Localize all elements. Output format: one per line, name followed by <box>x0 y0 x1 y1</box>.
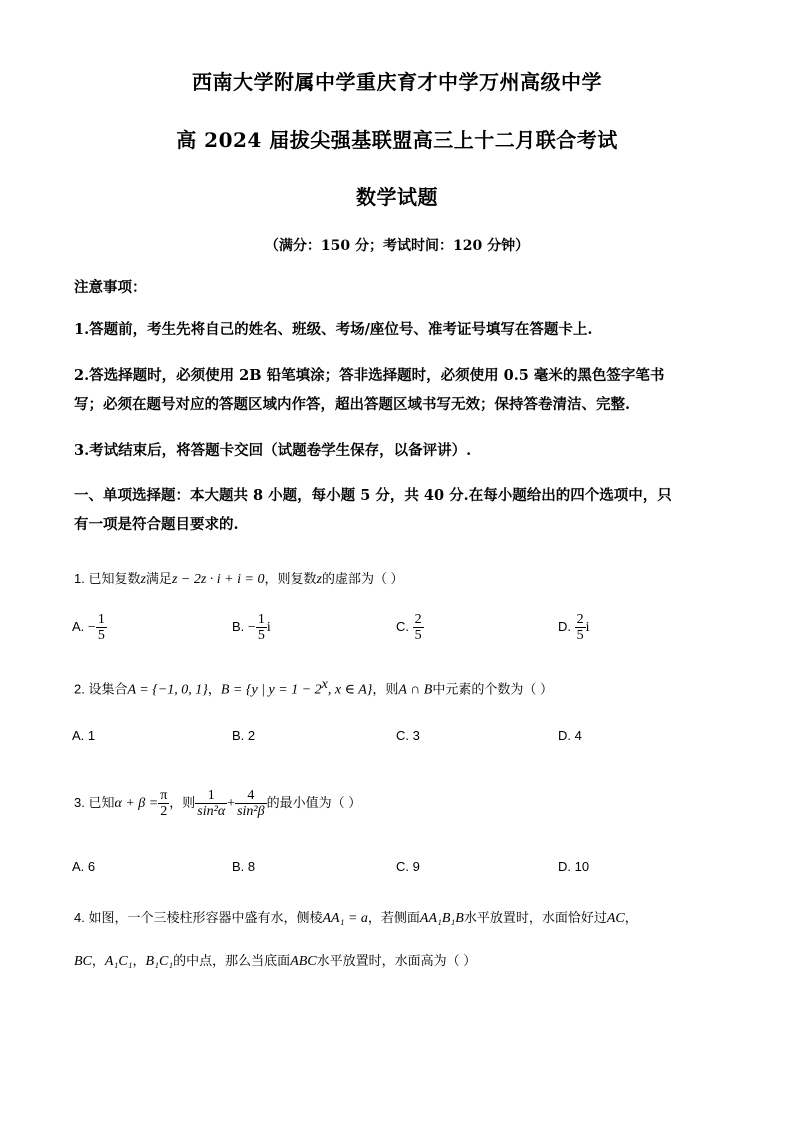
q3-option-d-value: 10 <box>574 859 590 874</box>
q1-suffix: 的虚部为（ ） <box>321 571 404 586</box>
q2-option-c-value: 3 <box>412 728 420 743</box>
q2-comma: ， <box>207 681 221 697</box>
q3-pi-fraction <box>158 788 169 819</box>
q2-option-b[interactable] <box>232 728 255 743</box>
q2-set-b-tail: , x ∈ A} <box>327 682 373 698</box>
q2-set-a: A = {−1, 0, 1} <box>127 682 208 698</box>
q1-option-a-fraction <box>96 612 107 643</box>
section-heading-line-2: 有一项是符合题目要求的. <box>74 516 239 533</box>
q1-equation: z − 2z · i + i = 0 <box>171 572 265 587</box>
q1-option-c[interactable] <box>396 612 424 643</box>
q3-suffix: 的最小值为（ ） <box>266 794 362 810</box>
q3-option-c-value: 9 <box>412 859 420 874</box>
q1-option-d-num: 2 <box>576 612 584 627</box>
q3-f1-den: sin²α <box>197 804 226 819</box>
notice-heading: 注意事项： <box>74 279 147 296</box>
subject-title: 数学试题 <box>356 185 438 209</box>
q1-option-b-den: 5 <box>257 628 265 643</box>
q3-f2-den: sin²β <box>237 804 265 819</box>
q1-option-a-den: 5 <box>97 628 105 643</box>
q2-intersection: A ∩ B <box>398 682 433 698</box>
q1-mid1: 满足 <box>145 571 172 586</box>
q3-fraction-2 <box>235 788 267 819</box>
q3-mid: ，则 <box>169 794 196 810</box>
q4-line1-a: 4. 如图，一个三棱柱形容器中盛有水，侧棱 <box>74 910 323 925</box>
q1-option-d-fraction <box>575 612 586 643</box>
q1-option-a-sign: − <box>87 619 96 635</box>
q1-option-a-num: 1 <box>97 612 105 627</box>
q2-option-d-label: D. <box>558 728 571 743</box>
q1-option-d-label: D. <box>558 618 571 634</box>
q3-prefix: 3. 已知 <box>74 794 115 810</box>
exam-name-title: 高 2024 届拔尖强基联盟高三上十二月联合考试 <box>176 128 618 152</box>
q2-suffix: 中元素的个数为（ ） <box>432 681 553 697</box>
q1-option-b-fraction <box>256 612 267 643</box>
q4-abc: ABC <box>290 954 317 969</box>
q1-option-d-den: 5 <box>576 628 584 643</box>
q2-prefix: 2. 设集合 <box>74 681 128 697</box>
q3-plus: + <box>227 795 236 811</box>
school-names-title: 西南大学附属中学重庆育才中学万州高级中学 <box>192 70 602 94</box>
q4-bc: BC <box>74 954 92 969</box>
q3-option-c[interactable] <box>396 859 420 874</box>
q2-option-b-value: 2 <box>247 728 256 743</box>
q2-option-a-label: A. <box>72 728 85 743</box>
q3-option-a-value: 6 <box>87 859 96 874</box>
q3-pi-num: π <box>160 788 168 803</box>
q3-option-d[interactable] <box>558 859 589 874</box>
q3-fraction-1 <box>195 788 227 819</box>
q1-option-b-imag: i <box>266 619 271 635</box>
notice-item-2-line-1: 2.答选择题时，必须使用 2B 铅笔填涂；答非选择题时，必须使用 0.5 毫米的黑色签字笔书 <box>74 367 665 384</box>
q3-option-c-label: C. <box>396 859 409 874</box>
q1-var-z-2: z <box>316 572 322 587</box>
exam-meta: （满分：150 分；考试时间：120 分钟） <box>264 238 530 254</box>
q1-option-c-fraction <box>413 612 424 643</box>
q1-option-b[interactable] <box>232 612 271 643</box>
q2-set-b-exponent: x <box>321 677 328 692</box>
q3-option-a[interactable] <box>72 859 95 874</box>
q3-pi-den: 2 <box>158 803 169 819</box>
q3-option-b-value: 8 <box>247 859 256 874</box>
question-2-stem <box>74 677 553 698</box>
q4-line1-c: 水平放置时，水面恰好过 <box>463 910 607 925</box>
q3-option-b-label: B. <box>232 859 245 874</box>
q2-option-c-label: C. <box>396 728 409 743</box>
q2-set-b: B = {y | y = 1 − 2 <box>220 682 322 698</box>
q4-a1c1: A₁C₁ <box>104 954 133 969</box>
q3-f1-num: 1 <box>207 788 215 803</box>
q4-comma-2: ， <box>91 953 105 968</box>
q3-option-b[interactable] <box>232 859 255 874</box>
question-4-stem-line-2 <box>74 950 476 970</box>
notice-item-3: 3.考试结束后，将答题卡交回（试题卷学生保存，以备评讲）. <box>74 442 472 459</box>
question-4-stem-line-1 <box>74 907 638 927</box>
question-3-stem <box>74 788 361 819</box>
q4-line1-b: ，若侧面 <box>367 910 420 925</box>
notice-item-1: 1.答题前，考生先将自己的姓名、班级、考场/座位号、准考证号填写在答题卡上. <box>74 321 593 338</box>
q1-option-a-label: A. <box>72 618 85 634</box>
q4-edge: AA₁ = a <box>322 911 368 926</box>
q2-option-b-label: B. <box>232 728 245 743</box>
q2-mid: ，则 <box>372 681 399 697</box>
q1-option-c-num: 2 <box>414 612 422 627</box>
q1-mid2: ，则复数 <box>264 571 317 586</box>
q1-option-b-num: 1 <box>257 612 265 627</box>
q3-f2-num: 4 <box>247 788 255 803</box>
q4-line2-c: 水平放置时，水面高为（ ） <box>316 953 477 968</box>
q2-option-d[interactable] <box>558 728 582 743</box>
q1-option-c-label: C. <box>396 618 409 634</box>
q1-var-z: z <box>140 572 146 587</box>
q3-lhs: α + β = <box>114 795 159 811</box>
q3-option-a-label: A. <box>72 859 85 874</box>
q1-option-a[interactable] <box>72 612 107 643</box>
q1-option-d[interactable] <box>558 612 590 643</box>
q2-option-c[interactable] <box>396 728 420 743</box>
q4-line2-b: 的中点，那么当底面 <box>173 953 291 968</box>
q1-prefix: 1. 已知复数 <box>74 571 141 586</box>
q2-option-d-value: 4 <box>574 728 582 743</box>
q2-option-a[interactable] <box>72 728 95 743</box>
q4-comma-3: ， <box>132 953 146 968</box>
q1-option-b-sign: − <box>247 619 256 635</box>
q1-option-b-label: B. <box>232 618 245 634</box>
notice-item-2-line-2: 写；必须在题号对应的答题区域内作答，超出答题区域书写无效；保持答卷清洁、完整. <box>74 396 631 413</box>
section-heading-line-1: 一、单项选择题：本大题共 8 小题，每小题 5 分，共 40 分.在每小题给出的四个选项中，只 <box>74 487 672 504</box>
q2-option-a-value: 1 <box>87 728 96 743</box>
question-1-stem <box>74 568 404 588</box>
q4-comma-1: ， <box>624 910 638 925</box>
q4-ac: AC <box>606 911 625 926</box>
q3-option-d-label: D. <box>558 859 571 874</box>
q4-b1c1: B₁C₁ <box>145 954 174 969</box>
q4-face: AA₁B₁B <box>419 911 464 926</box>
q1-option-c-den: 5 <box>414 628 422 643</box>
q1-option-d-imag: i <box>585 619 590 635</box>
